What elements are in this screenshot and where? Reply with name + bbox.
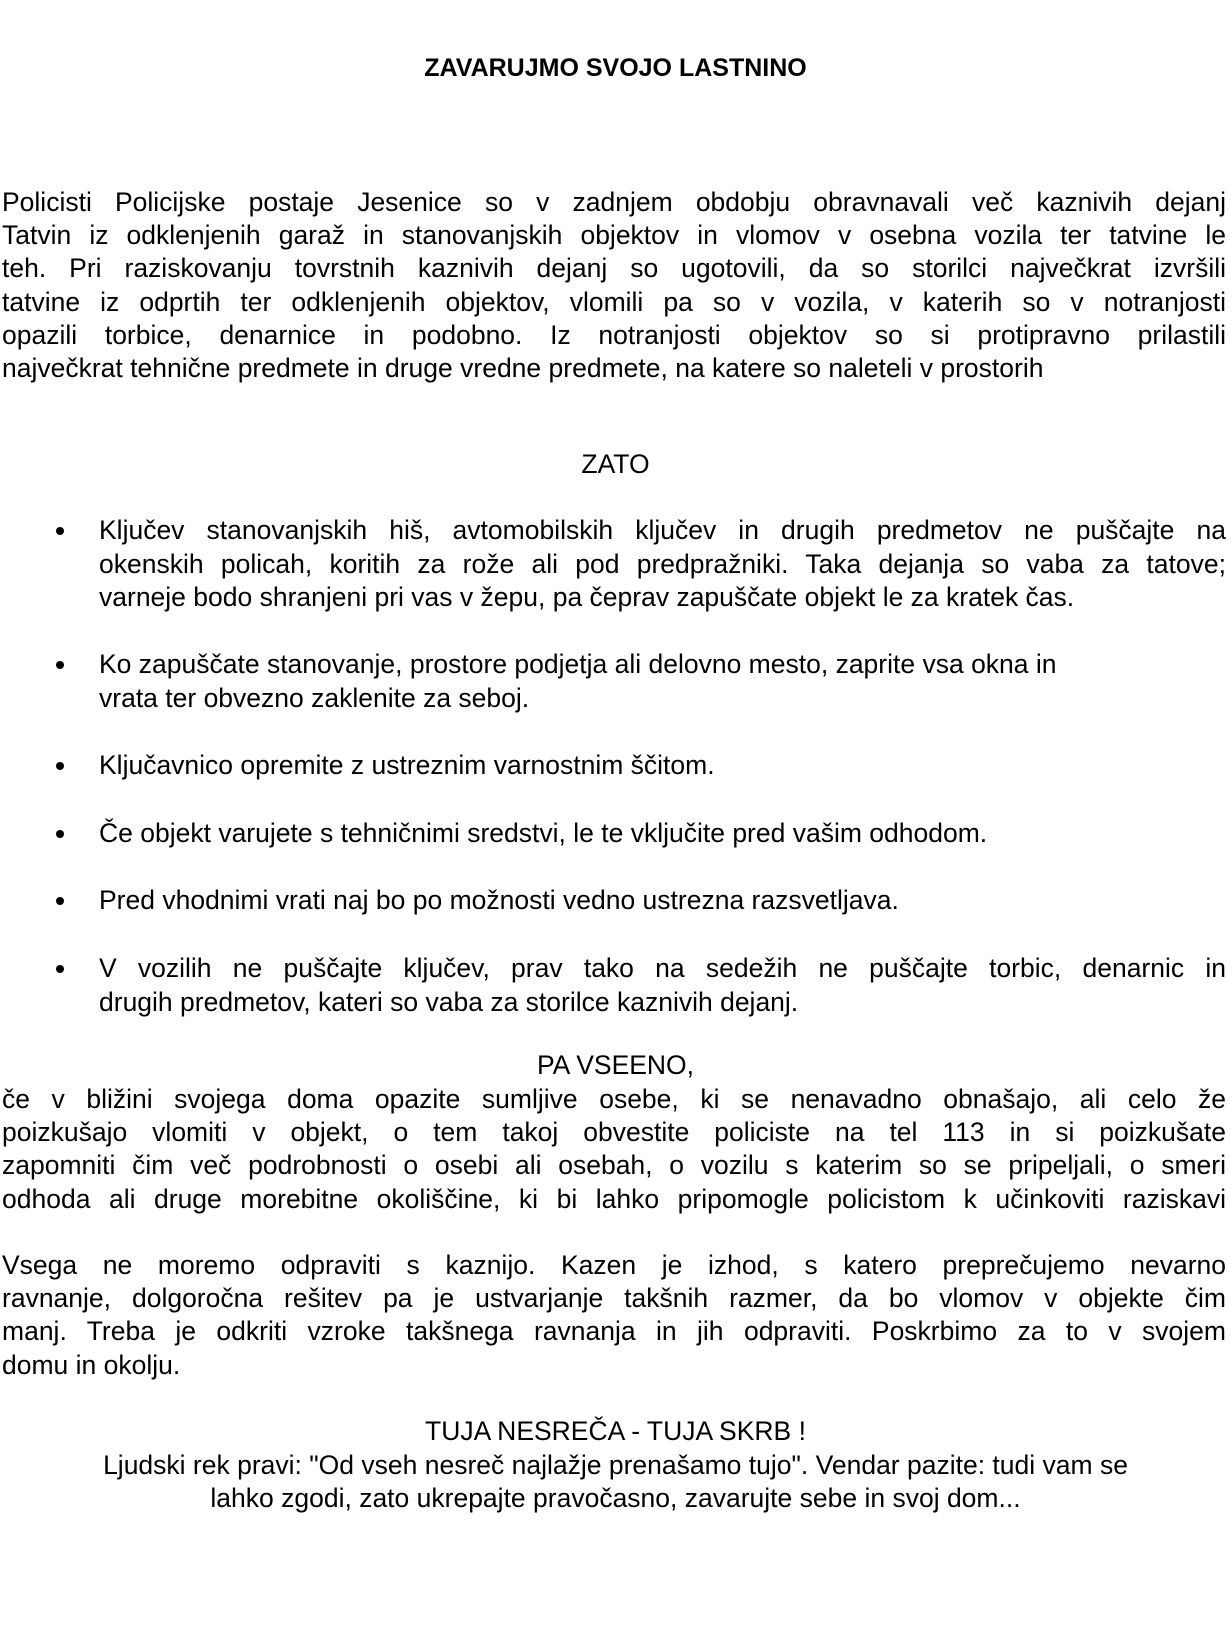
paragraph-line: če v bližini svojega doma opazite sumljive osebe, ki se nenavadno obnašajo, ali celo že <box>2 1084 1226 1114</box>
pa-vseeno-paragraph <box>2 1083 1226 1216</box>
paragraph-line: lahko zgodi, zato ukrepajte pravočasno, zavarujte sebe in svoj dom... <box>210 1483 1021 1514</box>
bullet-icon <box>56 661 64 669</box>
list-item-line: Ključev stanovanjskih hiš, avtomobilskih ključev in drugih predmetov ne puščajte na <box>99 515 1226 545</box>
paragraph-line: teh. Pri raziskovanju tovrstnih kaznivih dejanj so ugotovili, da so storilci največkrat izvršili <box>2 253 1226 284</box>
list-item-line: vrata ter obvezno zaklenite za seboj. <box>99 682 530 713</box>
paragraph-line: domu in okolju. <box>2 1349 181 1380</box>
bullet-icon <box>56 830 64 838</box>
bullet-icon <box>56 527 64 535</box>
closing-paragraph <box>0 1449 1231 1516</box>
list-item-line: Pred vhodnimi vrati naj bo po možnosti vedno ustrezna razsvetljava. <box>99 885 899 915</box>
zato-heading: ZATO <box>581 449 650 479</box>
list-item-text <box>99 648 1226 715</box>
paragraph-line: tatvine iz odprtih ter odklenjenih objektov, vlomili pa so v vozila, v katerih so v notranjosti <box>2 286 1226 317</box>
paragraph-line: poizkušajo vlomiti v objekt, o tem takoj obvestite policiste na tel 113 in si poizkušate <box>2 1117 1226 1148</box>
list-item-line: Ključavnico opremite z ustreznim varnostnim ščitom. <box>99 750 715 780</box>
list-item-line: varneje bodo shranjeni pri vas v žepu, pa čeprav zapuščate objekt le za kratek čas. <box>99 582 1075 613</box>
list-item-text <box>99 749 1226 783</box>
paragraph-line: Ljudski rek pravi: "Od vseh nesreč najlažje prenašamo tujo". Vendar pazite: tudi vam se <box>103 1450 1128 1480</box>
list-item-text <box>99 817 1226 851</box>
bullet-icon <box>56 762 64 770</box>
paragraph-line: največkrat tehnične predmete in druge vredne predmete, na katere so naleteli v prostorih <box>2 352 1044 383</box>
list-item-line: okenskih policah, koritih za rože ali pod predpražniki. Taka dejanja so vaba za tatove; <box>99 548 1226 579</box>
document-title: ZAVARUJMO SVOJO LASTNINO <box>424 54 807 82</box>
paragraph-line: odhoda ali druge morebitne okoliščine, ki bi lahko pripomogle policistom k učinkoviti raziskavi <box>2 1183 1226 1214</box>
kazen-paragraph <box>2 1249 1226 1382</box>
paragraph-line: ravnanje, dolgoročna rešitev pa je ustvarjanje takšnih razmer, da bo vlomov v objekte čim <box>2 1283 1226 1314</box>
bullet-icon <box>56 965 64 973</box>
intro-paragraph <box>2 186 1226 385</box>
list-item-line: drugih predmetov, kateri so vaba za storilce kaznivih dejanj. <box>99 986 799 1017</box>
closing-heading: TUJA NESREČA - TUJA SKRB ! <box>425 1416 806 1446</box>
paragraph-line: opazili torbice, denarnice in podobno. Iz notranjosti objektov so si protipravno prilastili <box>2 319 1226 350</box>
paragraph-line: zapomniti čim več podrobnosti o osebi ali osebah, o vozilu s katerim so se pripeljali, o smeri <box>2 1150 1226 1181</box>
list-item-text <box>99 884 1226 918</box>
list-item-line: Če objekt varujete s tehničnimi sredstvi, le te vključite pred vašim odhodom. <box>99 818 988 848</box>
paragraph-line: Vsega ne moremo odpraviti s kaznijo. Kazen je izhod, s katero preprečujemo nevarno <box>2 1250 1226 1280</box>
pa-vseeno-heading: PA VSEENO, <box>536 1050 695 1080</box>
list-item-text <box>99 952 1226 1019</box>
paragraph-line: Tatvin iz odklenjenih garaž in stanovanjskih objektov in vlomov v osebna vozila ter tatvine le <box>2 220 1226 251</box>
bullet-icon <box>56 897 64 905</box>
paragraph-line: Policisti Policijske postaje Jesenice so v zadnjem obdobju obravnavali več kaznivih dejanj <box>2 187 1226 217</box>
list-item-line: Ko zapuščate stanovanje, prostore podjetja ali delovno mesto, zaprite vsa okna in <box>99 649 1057 679</box>
list-item-line: V vozilih ne puščajte ključev, prav tako na sedežih ne puščajte torbic, denarnic in <box>99 953 1226 983</box>
paragraph-line: manj. Treba je odkriti vzroke takšnega ravnanja in jih odpraviti. Poskrbimo za to v svojem <box>2 1316 1226 1347</box>
list-item-text <box>99 514 1226 615</box>
